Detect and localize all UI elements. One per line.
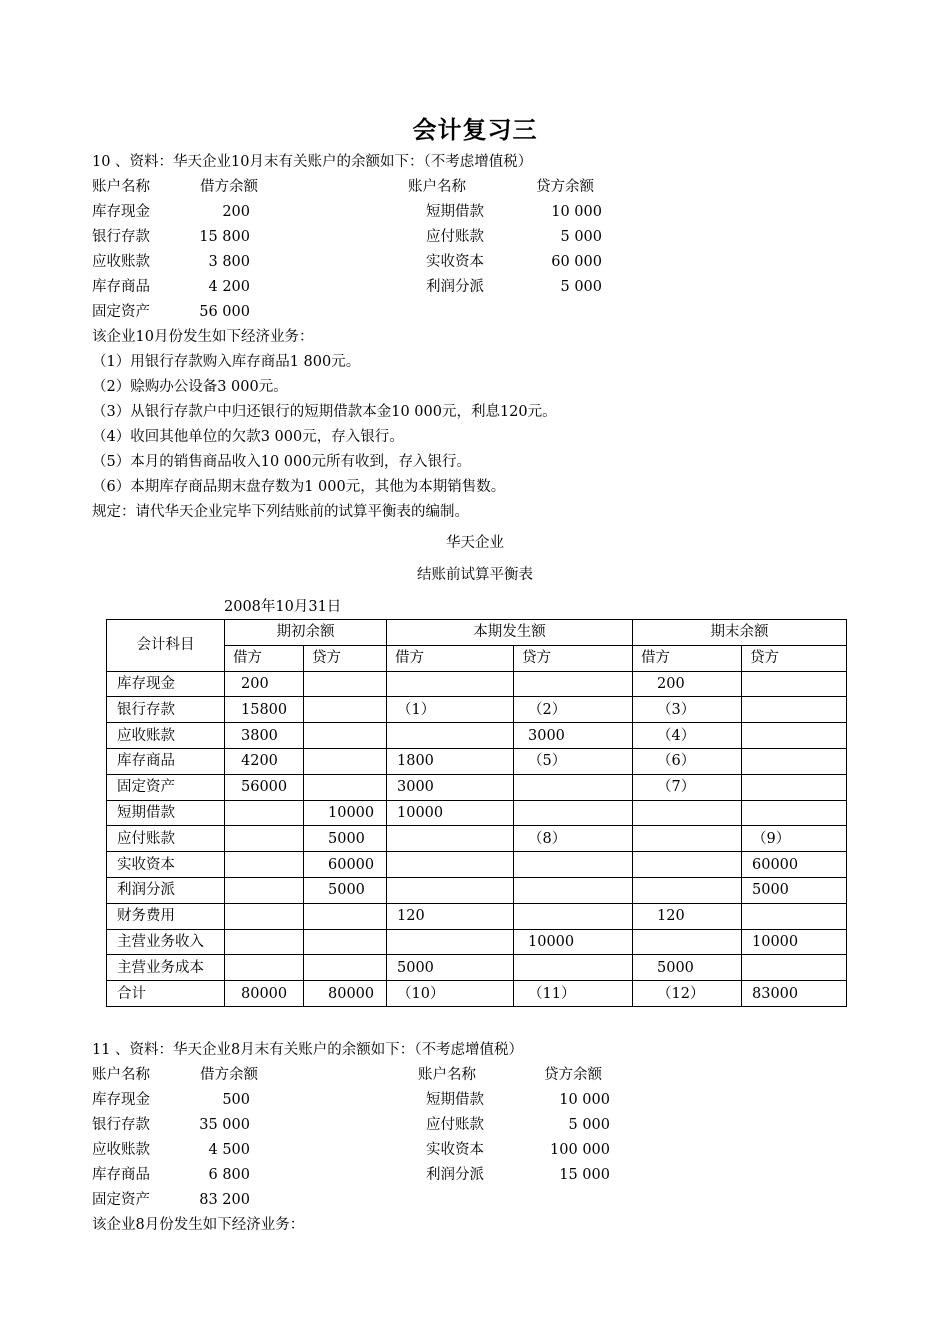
closing-credit-cell bbox=[742, 671, 847, 697]
table-date: 2008年10月31日 bbox=[224, 599, 342, 615]
q11-credit-account-name: 短期借款 bbox=[426, 1092, 484, 1108]
opening-debit-cell bbox=[225, 929, 304, 955]
opening-balance-header: 期初余额 bbox=[225, 620, 387, 646]
q11-debit-amount: 35 000 bbox=[199, 1117, 250, 1133]
closing-debit-cell bbox=[633, 826, 742, 852]
period-credit-cell bbox=[514, 800, 633, 826]
q10-account-row bbox=[92, 277, 712, 297]
closing-debit-cell: （4） bbox=[633, 723, 742, 749]
q10-left-amt-header: 借方余额 bbox=[200, 179, 258, 195]
q11-ops-intro: 该企业8月份发生如下经济业务： bbox=[92, 1217, 305, 1233]
table-row bbox=[107, 671, 847, 697]
subject-cell: 财务费用 bbox=[107, 903, 225, 929]
q11-left-amt-header: 借方余额 bbox=[200, 1067, 258, 1083]
closing-debit-cell: （3） bbox=[633, 697, 742, 723]
closing-credit-cell bbox=[742, 774, 847, 800]
opening-debit-cell: 3800 bbox=[225, 723, 304, 749]
period-credit-cell: （2） bbox=[514, 697, 633, 723]
period-credit-cell: （11） bbox=[514, 981, 633, 1007]
opening-debit-cell: 56000 bbox=[225, 774, 304, 800]
period-debit-cell: （1） bbox=[387, 697, 514, 723]
period-debit-cell: 3000 bbox=[387, 774, 514, 800]
period-credit-cell bbox=[514, 903, 633, 929]
q10-credit-account-name: 短期借款 bbox=[426, 204, 484, 220]
q10-credit-amount: 60 000 bbox=[551, 254, 602, 270]
q11-right-name-header: 账户名称 bbox=[418, 1067, 476, 1083]
opening-credit-cell: 5000 bbox=[304, 826, 387, 852]
period-debit-cell: 120 bbox=[387, 903, 514, 929]
subject-cell: 固定资产 bbox=[107, 774, 225, 800]
q11-credit-amount: 5 000 bbox=[568, 1117, 610, 1133]
opening-debit-cell: 80000 bbox=[225, 981, 304, 1007]
period-debit-cell: （10） bbox=[387, 981, 514, 1007]
closing-credit-cell bbox=[742, 800, 847, 826]
q10-account-name: 应收账款 bbox=[92, 254, 150, 270]
closing-credit-cell: 10000 bbox=[742, 929, 847, 955]
q10-credit-account-name: 利润分派 bbox=[426, 279, 484, 295]
closing-debit-cell: 5000 bbox=[633, 955, 742, 981]
closing-balance-header: 期末余额 bbox=[633, 620, 847, 646]
q11-debit-amount: 83 200 bbox=[199, 1192, 250, 1208]
opening-credit-cell bbox=[304, 903, 387, 929]
opening-credit-cell bbox=[304, 748, 387, 774]
closing-debit-cell: （7） bbox=[633, 774, 742, 800]
period-debit-cell bbox=[387, 723, 514, 749]
q11-credit-account-name: 利润分派 bbox=[426, 1167, 484, 1183]
table-body bbox=[107, 671, 847, 1006]
period-credit-cell: （8） bbox=[514, 826, 633, 852]
closing-debit-cell: 200 bbox=[633, 671, 742, 697]
q10-account-name: 库存现金 bbox=[92, 204, 150, 220]
period-credit-cell bbox=[514, 671, 633, 697]
q11-account-row bbox=[92, 1190, 712, 1210]
q10-credit-amount: 5 000 bbox=[560, 279, 602, 295]
q11-account-name: 银行存款 bbox=[92, 1117, 150, 1133]
closing-credit-cell: 60000 bbox=[742, 852, 847, 878]
closing-credit-cell: 5000 bbox=[742, 877, 847, 903]
subject-cell: 短期借款 bbox=[107, 800, 225, 826]
q11-account-row bbox=[92, 1140, 712, 1160]
q11-account-name: 库存现金 bbox=[92, 1092, 150, 1108]
subject-cell: 合计 bbox=[107, 981, 225, 1007]
closing-debit-cell: （6） bbox=[633, 748, 742, 774]
period-debit-cell bbox=[387, 826, 514, 852]
credit-header: 贷方 bbox=[742, 645, 847, 671]
opening-credit-cell bbox=[304, 697, 387, 723]
closing-credit-cell bbox=[742, 697, 847, 723]
opening-credit-cell: 80000 bbox=[304, 981, 387, 1007]
period-credit-cell bbox=[514, 877, 633, 903]
debit-header: 借方 bbox=[225, 645, 304, 671]
closing-credit-cell: 83000 bbox=[742, 981, 847, 1007]
table-row bbox=[107, 723, 847, 749]
q10-right-amt-header: 贷方余额 bbox=[536, 179, 594, 195]
q10-debit-amount: 15 800 bbox=[199, 229, 250, 245]
table-header-row bbox=[107, 620, 847, 646]
opening-debit-cell: 15800 bbox=[225, 697, 304, 723]
closing-debit-cell bbox=[633, 800, 742, 826]
opening-debit-cell bbox=[225, 877, 304, 903]
trial-balance-table bbox=[106, 619, 847, 1007]
closing-credit-cell bbox=[742, 723, 847, 749]
q10-debit-amount: 56 000 bbox=[199, 304, 250, 320]
period-debit-cell bbox=[387, 929, 514, 955]
table-row bbox=[107, 903, 847, 929]
q10-credit-account-name: 实收资本 bbox=[426, 254, 484, 270]
table-row bbox=[107, 955, 847, 981]
closing-debit-cell bbox=[633, 877, 742, 903]
q11-credit-amount: 100 000 bbox=[550, 1142, 610, 1158]
company-name: 华天企业 bbox=[446, 535, 504, 551]
opening-debit-cell bbox=[225, 903, 304, 929]
q11-credit-amount: 10 000 bbox=[559, 1092, 610, 1108]
subject-cell: 实收资本 bbox=[107, 852, 225, 878]
q10-account-row bbox=[92, 202, 712, 222]
q10-header-row bbox=[92, 177, 712, 197]
table-title: 结账前试算平衡表 bbox=[417, 567, 533, 583]
q10-intro: 10 、资料：华天企业10月末有关账户的余额如下：（不考虑增值税） bbox=[92, 154, 533, 170]
opening-credit-cell: 10000 bbox=[304, 800, 387, 826]
closing-credit-cell: （9） bbox=[742, 826, 847, 852]
q11-header-row bbox=[92, 1065, 712, 1085]
credit-header: 贷方 bbox=[514, 645, 633, 671]
opening-credit-cell bbox=[304, 955, 387, 981]
page-title: 会计复习三 bbox=[412, 116, 538, 144]
table-row bbox=[107, 981, 847, 1007]
opening-debit-cell bbox=[225, 800, 304, 826]
opening-debit-cell: 200 bbox=[225, 671, 304, 697]
period-credit-cell: （5） bbox=[514, 748, 633, 774]
opening-credit-cell bbox=[304, 774, 387, 800]
table-row bbox=[107, 748, 847, 774]
opening-credit-cell bbox=[304, 671, 387, 697]
credit-header: 贷方 bbox=[304, 645, 387, 671]
q10-op-item: （2）赊购办公设备3 000元。 bbox=[92, 379, 288, 395]
table-row bbox=[107, 929, 847, 955]
closing-debit-cell: （12） bbox=[633, 981, 742, 1007]
q11-credit-amount: 15 000 bbox=[559, 1167, 610, 1183]
q10-account-name: 固定资产 bbox=[92, 304, 150, 320]
table-row bbox=[107, 774, 847, 800]
subject-header: 会计科目 bbox=[107, 620, 225, 672]
period-credit-cell: 3000 bbox=[514, 723, 633, 749]
q11-credit-account-name: 应付账款 bbox=[426, 1117, 484, 1133]
q10-account-row bbox=[92, 252, 712, 272]
subject-cell: 应收账款 bbox=[107, 723, 225, 749]
q10-account-row bbox=[92, 302, 712, 322]
q10-account-row bbox=[92, 227, 712, 247]
subject-cell: 银行存款 bbox=[107, 697, 225, 723]
q10-right-name-header: 账户名称 bbox=[408, 179, 466, 195]
q10-debit-amount: 200 bbox=[222, 204, 250, 220]
period-debit-cell: 1800 bbox=[387, 748, 514, 774]
q10-credit-amount: 5 000 bbox=[560, 229, 602, 245]
table-row bbox=[107, 697, 847, 723]
period-credit-cell bbox=[514, 852, 633, 878]
q11-account-row bbox=[92, 1090, 712, 1110]
period-credit-cell bbox=[514, 955, 633, 981]
q11-account-row bbox=[92, 1165, 712, 1185]
q11-intro: 11 、资料：华天企业8月末有关账户的余额如下：（不考虑增值税） bbox=[92, 1042, 524, 1058]
closing-debit-cell bbox=[633, 852, 742, 878]
period-debit-cell bbox=[387, 852, 514, 878]
q10-op-item: （1）用银行存款购入库存商品1 800元。 bbox=[92, 354, 361, 370]
period-debit-cell: 10000 bbox=[387, 800, 514, 826]
subject-cell: 应付账款 bbox=[107, 826, 225, 852]
q11-credit-account-name: 实收资本 bbox=[426, 1142, 484, 1158]
q10-op-item: （6）本期库存商品期末盘存数为1 000元，其他为本期销售数。 bbox=[92, 479, 506, 495]
q11-account-row bbox=[92, 1115, 712, 1135]
period-debit-cell bbox=[387, 877, 514, 903]
subject-cell: 库存商品 bbox=[107, 748, 225, 774]
opening-debit-cell bbox=[225, 826, 304, 852]
subject-cell: 主营业务成本 bbox=[107, 955, 225, 981]
opening-credit-cell bbox=[304, 929, 387, 955]
q10-op-item: （5）本月的销售商品收入10 000元所有收到，存入银行。 bbox=[92, 454, 471, 470]
opening-debit-cell bbox=[225, 852, 304, 878]
q10-credit-account-name: 应付账款 bbox=[426, 229, 484, 245]
subject-cell: 利润分派 bbox=[107, 877, 225, 903]
opening-credit-cell bbox=[304, 723, 387, 749]
period-credit-cell: 10000 bbox=[514, 929, 633, 955]
opening-debit-cell bbox=[225, 955, 304, 981]
q10-account-name: 库存商品 bbox=[92, 279, 150, 295]
subject-cell: 主营业务收入 bbox=[107, 929, 225, 955]
debit-header: 借方 bbox=[633, 645, 742, 671]
debit-header: 借方 bbox=[387, 645, 514, 671]
period-amount-header: 本期发生额 bbox=[387, 620, 633, 646]
q10-op-item: （4）收回其他单位的欠款3 000元，存入银行。 bbox=[92, 429, 404, 445]
q10-op-item: （3）从银行存款户中归还银行的短期借款本金10 000元，利息120元。 bbox=[92, 404, 557, 420]
q10-ops-intro: 该企业10月份发生如下经济业务： bbox=[92, 329, 314, 345]
closing-credit-cell bbox=[742, 955, 847, 981]
opening-debit-cell: 4200 bbox=[225, 748, 304, 774]
closing-credit-cell bbox=[742, 748, 847, 774]
q11-left-name-header: 账户名称 bbox=[92, 1067, 150, 1083]
closing-credit-cell bbox=[742, 903, 847, 929]
opening-credit-cell: 60000 bbox=[304, 852, 387, 878]
q11-debit-amount: 6 800 bbox=[208, 1167, 250, 1183]
period-debit-cell: 5000 bbox=[387, 955, 514, 981]
q10-account-name: 银行存款 bbox=[92, 229, 150, 245]
table-row bbox=[107, 826, 847, 852]
opening-credit-cell: 5000 bbox=[304, 877, 387, 903]
q10-credit-amount: 10 000 bbox=[551, 204, 602, 220]
q10-rule: 规定：请代华天企业完毕下列结账前的试算平衡表的编制。 bbox=[92, 504, 469, 520]
q11-account-name: 应收账款 bbox=[92, 1142, 150, 1158]
q10-debit-amount: 3 800 bbox=[208, 254, 250, 270]
period-debit-cell bbox=[387, 671, 514, 697]
closing-debit-cell: 120 bbox=[633, 903, 742, 929]
q11-right-amt-header: 贷方余额 bbox=[544, 1067, 602, 1083]
q11-debit-amount: 4 500 bbox=[208, 1142, 250, 1158]
q11-account-name: 库存商品 bbox=[92, 1167, 150, 1183]
q10-left-name-header: 账户名称 bbox=[92, 179, 150, 195]
q11-account-name: 固定资产 bbox=[92, 1192, 150, 1208]
q11-debit-amount: 500 bbox=[222, 1092, 250, 1108]
q10-debit-amount: 4 200 bbox=[208, 279, 250, 295]
closing-debit-cell bbox=[633, 929, 742, 955]
period-credit-cell bbox=[514, 774, 633, 800]
subject-cell: 库存现金 bbox=[107, 671, 225, 697]
table-row bbox=[107, 877, 847, 903]
table-row bbox=[107, 852, 847, 878]
table-row bbox=[107, 800, 847, 826]
